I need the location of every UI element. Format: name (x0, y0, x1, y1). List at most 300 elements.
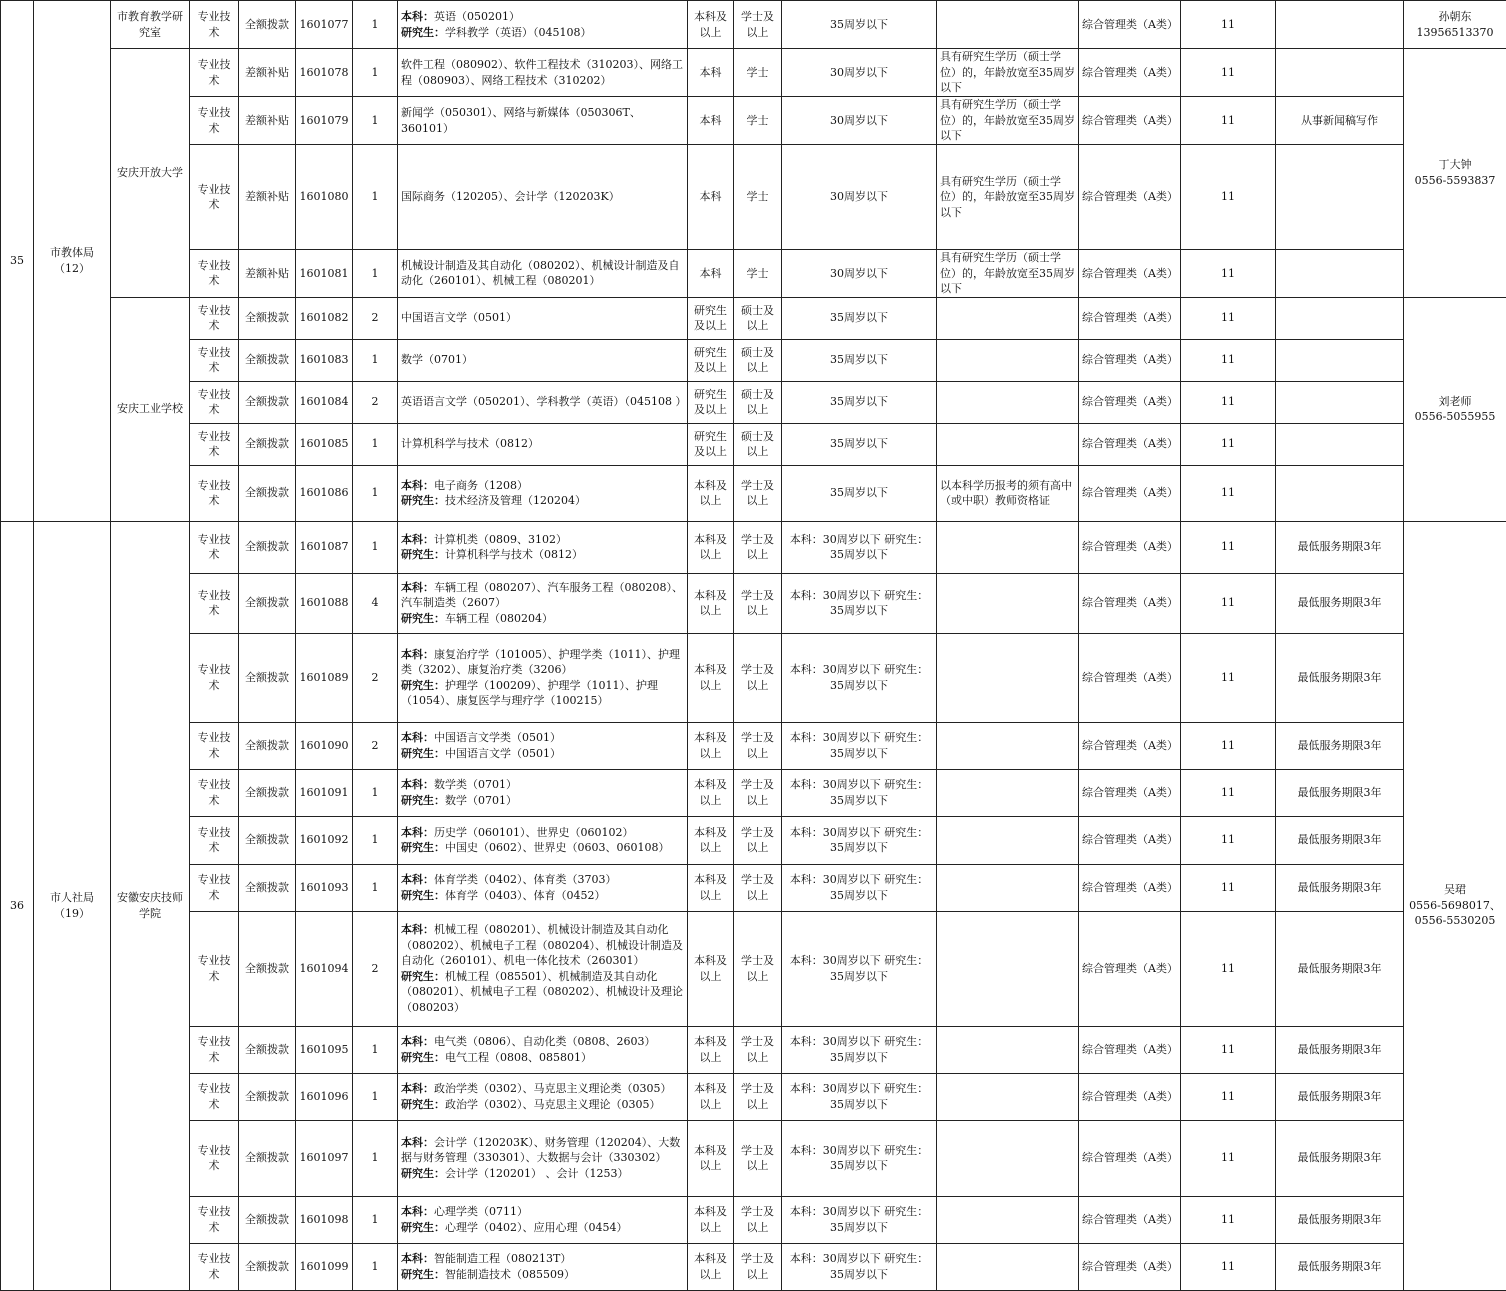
table-row (1, 381, 1506, 423)
other-conditions (937, 423, 1079, 465)
funding-type: 全额拨款 (239, 722, 296, 769)
remarks: 最低服务期限3年 (1276, 816, 1404, 864)
education-requirement: 本科及以上 (688, 633, 734, 722)
major-line (401, 793, 684, 809)
hire-count: 1 (353, 339, 398, 381)
remarks (1276, 49, 1404, 97)
major-requirement (398, 465, 688, 521)
funding-type: 全额拨款 (239, 297, 296, 339)
major-requirement (398, 816, 688, 864)
degree-requirement: 硕士及以上 (734, 423, 782, 465)
post-code: 1601087 (296, 521, 353, 573)
major-requirement (398, 97, 688, 145)
age-requirement: 本科：30周岁以下 研究生：35周岁以下 (782, 1196, 937, 1243)
major-label: 研究生： (401, 747, 445, 760)
table-row (1, 1073, 1506, 1120)
post-code: 1601096 (296, 1073, 353, 1120)
major-line (401, 25, 684, 41)
age-requirement: 35周岁以下 (782, 381, 937, 423)
post-type: 专业技术 (190, 769, 239, 816)
hire-count: 1 (353, 423, 398, 465)
other-conditions: 具有研究生学历（硕士学位）的，年龄放宽至35周岁以下 (937, 250, 1079, 298)
funding-type: 全额拨款 (239, 423, 296, 465)
remarks (1276, 423, 1404, 465)
age-requirement: 30周岁以下 (782, 250, 937, 298)
degree-requirement: 学士及以上 (734, 1026, 782, 1073)
major-requirement (398, 1196, 688, 1243)
contact-info (1404, 521, 1506, 1290)
major-label: 本科： (401, 533, 434, 546)
major-text: 学科教学（英语）（045108） (445, 26, 592, 39)
major-label: 本科： (401, 10, 434, 23)
major-line (401, 493, 684, 509)
funding-type: 全额拨款 (239, 769, 296, 816)
other-conditions: 具有研究生学历（硕士学位）的，年龄放宽至35周岁以下 (937, 145, 1079, 250)
post-code: 1601093 (296, 864, 353, 911)
major-text: 中国语言文学（0501） (401, 311, 517, 324)
exam-category: 综合管理类（A类） (1079, 911, 1181, 1026)
table-row (1, 864, 1506, 911)
major-text: 车辆工程（080207）、汽车服务工程（080208）、汽车制造类（2607） (401, 581, 683, 610)
education-requirement: 本科及以上 (688, 1026, 734, 1073)
exam-category: 综合管理类（A类） (1079, 339, 1181, 381)
hire-count: 1 (353, 1196, 398, 1243)
category-code: 11 (1181, 1073, 1276, 1120)
major-label: 研究生： (401, 1221, 445, 1234)
degree-requirement: 学士及以上 (734, 573, 782, 633)
major-text: 历史学（060101）、世界史（060102） (434, 826, 633, 839)
degree-requirement: 学士及以上 (734, 769, 782, 816)
table-row (1, 722, 1506, 769)
table-row (1, 816, 1506, 864)
remarks: 最低服务期限3年 (1276, 1073, 1404, 1120)
category-code: 11 (1181, 97, 1276, 145)
degree-requirement: 硕士及以上 (734, 381, 782, 423)
degree-requirement: 学士 (734, 145, 782, 250)
exam-category: 综合管理类（A类） (1079, 97, 1181, 145)
post-code: 1601078 (296, 49, 353, 97)
contact-phone: 13956513370 (1407, 25, 1503, 41)
major-line (401, 647, 684, 678)
category-code: 11 (1181, 722, 1276, 769)
funding-type: 差额补贴 (239, 97, 296, 145)
table-row (1, 769, 1506, 816)
post-code: 1601085 (296, 423, 353, 465)
seq-number: 35 (1, 1, 34, 522)
table-row (1, 423, 1506, 465)
degree-requirement: 学士及以上 (734, 1073, 782, 1120)
table-row (1, 1196, 1506, 1243)
major-label: 本科： (401, 648, 434, 661)
department-name: 市教体局（12） (34, 1, 111, 522)
other-conditions: 具有研究生学历（硕士学位）的，年龄放宽至35周岁以下 (937, 97, 1079, 145)
post-type: 专业技术 (190, 49, 239, 97)
category-code: 11 (1181, 911, 1276, 1026)
degree-requirement: 学士及以上 (734, 816, 782, 864)
major-text: 数学（0701） (401, 353, 473, 366)
remarks (1276, 465, 1404, 521)
category-code: 11 (1181, 49, 1276, 97)
hire-count: 2 (353, 633, 398, 722)
age-requirement: 本科：30周岁以下 研究生：35周岁以下 (782, 769, 937, 816)
other-conditions (937, 1196, 1079, 1243)
funding-type: 全额拨款 (239, 381, 296, 423)
major-text: 电子商务（1208） (434, 479, 528, 492)
contact-info (1404, 1, 1506, 49)
major-line (401, 258, 684, 289)
age-requirement: 本科：30周岁以下 研究生：35周岁以下 (782, 1243, 937, 1290)
major-text: 会计学（120201） 、会计（1253） (445, 1167, 628, 1180)
hire-count: 1 (353, 1120, 398, 1196)
exam-category: 综合管理类（A类） (1079, 49, 1181, 97)
contact-name: 吴珺 (1407, 882, 1503, 898)
remarks (1276, 250, 1404, 298)
major-label: 研究生： (401, 1167, 445, 1180)
remarks: 最低服务期限3年 (1276, 864, 1404, 911)
category-code: 11 (1181, 816, 1276, 864)
major-label: 本科： (401, 923, 434, 936)
category-code: 11 (1181, 423, 1276, 465)
table-row (1, 465, 1506, 521)
age-requirement: 35周岁以下 (782, 1, 937, 49)
major-label: 研究生： (401, 494, 445, 507)
major-text: 机械工程（085501）、机械制造及其自动化（080201）、机械电子工程（080202）、机械设计及理论（080203） (401, 970, 683, 1014)
post-code: 1601099 (296, 1243, 353, 1290)
post-type: 专业技术 (190, 864, 239, 911)
post-type: 专业技术 (190, 816, 239, 864)
age-requirement: 本科：30周岁以下 研究生：35周岁以下 (782, 911, 937, 1026)
major-text: 数学（0701） (445, 794, 517, 807)
major-text: 软件工程（080902）、软件工程技术（310203）、网络工程（080903）、网络工程技术（310202） (401, 58, 683, 87)
age-requirement: 本科：30周岁以下 研究生：35周岁以下 (782, 633, 937, 722)
post-code: 1601089 (296, 633, 353, 722)
table-row (1, 573, 1506, 633)
major-text: 政治学类（0302）、马克思主义理论类（0305） (434, 1082, 672, 1095)
hire-count: 2 (353, 381, 398, 423)
major-line (401, 1267, 684, 1283)
category-code: 11 (1181, 1243, 1276, 1290)
funding-type: 全额拨款 (239, 573, 296, 633)
funding-type: 全额拨款 (239, 1120, 296, 1196)
other-conditions (937, 911, 1079, 1026)
remarks: 最低服务期限3年 (1276, 1243, 1404, 1290)
age-requirement: 35周岁以下 (782, 339, 937, 381)
table-row (1, 297, 1506, 339)
table-row (1, 145, 1506, 250)
major-text: 车辆工程（080204） (445, 612, 553, 625)
major-text: 会计学（120203K）、财务管理（120204）、大数据与财务管理（330301）、大数据与会计（330302） (401, 1136, 680, 1165)
other-conditions: 以本科学历报考的须有高中（或中职）教师资格证 (937, 465, 1079, 521)
category-code: 11 (1181, 1120, 1276, 1196)
post-code: 1601098 (296, 1196, 353, 1243)
major-label: 研究生： (401, 679, 445, 692)
post-code: 1601088 (296, 573, 353, 633)
other-conditions (937, 1120, 1079, 1196)
post-code: 1601083 (296, 339, 353, 381)
major-label: 研究生： (401, 794, 445, 807)
exam-category: 综合管理类（A类） (1079, 423, 1181, 465)
post-code: 1601080 (296, 145, 353, 250)
major-label: 本科： (401, 1205, 434, 1218)
contact-info (1404, 297, 1506, 521)
degree-requirement: 硕士及以上 (734, 297, 782, 339)
degree-requirement: 学士及以上 (734, 864, 782, 911)
education-requirement: 本科及以上 (688, 1, 734, 49)
age-requirement: 35周岁以下 (782, 423, 937, 465)
major-text: 中国史（0602）、世界史（0603、060108） (445, 841, 669, 854)
hire-count: 1 (353, 864, 398, 911)
degree-requirement: 硕士及以上 (734, 339, 782, 381)
exam-category: 综合管理类（A类） (1079, 1, 1181, 49)
major-requirement (398, 250, 688, 298)
major-text: 英语（050201） (434, 10, 520, 23)
exam-category: 综合管理类（A类） (1079, 1073, 1181, 1120)
major-line (401, 1251, 684, 1267)
hire-count: 1 (353, 816, 398, 864)
age-requirement: 本科：30周岁以下 研究生：35周岁以下 (782, 521, 937, 573)
major-line (401, 580, 684, 611)
major-line (401, 678, 684, 709)
funding-type: 全额拨款 (239, 1026, 296, 1073)
major-label: 研究生： (401, 970, 445, 983)
other-conditions (937, 633, 1079, 722)
post-type: 专业技术 (190, 97, 239, 145)
hire-count: 1 (353, 145, 398, 250)
major-line (401, 922, 684, 969)
degree-requirement: 学士及以上 (734, 1, 782, 49)
major-label: 本科： (401, 581, 434, 594)
category-code: 11 (1181, 1026, 1276, 1073)
major-line (401, 1050, 684, 1066)
contact-phone: 0556-5055955 (1407, 409, 1503, 425)
degree-requirement: 学士及以上 (734, 1120, 782, 1196)
funding-type: 全额拨款 (239, 633, 296, 722)
major-text: 体育学（0403）、体育（0452） (445, 889, 606, 902)
post-code: 1601094 (296, 911, 353, 1026)
post-type: 专业技术 (190, 911, 239, 1026)
major-label: 本科： (401, 1082, 434, 1095)
category-code: 11 (1181, 381, 1276, 423)
contact-phone: 0556-5593837 (1407, 173, 1503, 189)
exam-category: 综合管理类（A类） (1079, 722, 1181, 769)
major-label: 本科： (401, 1136, 434, 1149)
major-requirement (398, 769, 688, 816)
major-label: 研究生： (401, 26, 445, 39)
post-code: 1601082 (296, 297, 353, 339)
remarks (1276, 381, 1404, 423)
major-line (401, 105, 684, 136)
table-row (1, 250, 1506, 298)
funding-type: 差额补贴 (239, 250, 296, 298)
major-label: 本科： (401, 826, 434, 839)
major-label: 研究生： (401, 612, 445, 625)
major-label: 研究生： (401, 889, 445, 902)
major-line (401, 746, 684, 762)
exam-category: 综合管理类（A类） (1079, 864, 1181, 911)
major-label: 研究生： (401, 1098, 445, 1111)
major-line (401, 611, 684, 627)
age-requirement: 本科：30周岁以下 研究生：35周岁以下 (782, 1073, 937, 1120)
other-conditions (937, 769, 1079, 816)
post-code: 1601084 (296, 381, 353, 423)
hire-count: 2 (353, 722, 398, 769)
age-requirement: 本科：30周岁以下 研究生：35周岁以下 (782, 816, 937, 864)
major-text: 康复治疗学（101005）、护理学类（1011）、护理类（3202）、康复治疗类（3206） (401, 648, 680, 677)
remarks: 最低服务期限3年 (1276, 769, 1404, 816)
post-type: 专业技术 (190, 573, 239, 633)
post-code: 1601095 (296, 1026, 353, 1073)
funding-type: 全额拨款 (239, 465, 296, 521)
remarks (1276, 339, 1404, 381)
hire-count: 1 (353, 769, 398, 816)
post-code: 1601077 (296, 1, 353, 49)
major-text: 护理学（100209）、护理学（1011）、护理（1054）、康复医学与理疗学（100215） (401, 679, 658, 708)
remarks: 最低服务期限3年 (1276, 1196, 1404, 1243)
major-line (401, 1034, 684, 1050)
funding-type: 全额拨款 (239, 1, 296, 49)
exam-category: 综合管理类（A类） (1079, 1120, 1181, 1196)
education-requirement: 本科 (688, 97, 734, 145)
major-requirement (398, 1120, 688, 1196)
major-label: 研究生： (401, 841, 445, 854)
unit-name: 市教育教学研究室 (111, 1, 190, 49)
major-requirement (398, 1, 688, 49)
major-label: 本科： (401, 778, 434, 791)
major-line (401, 888, 684, 904)
major-line (401, 1135, 684, 1166)
hire-count: 1 (353, 465, 398, 521)
major-requirement (398, 1026, 688, 1073)
seq-number: 36 (1, 521, 34, 1290)
table-row (1, 911, 1506, 1026)
post-code: 1601091 (296, 769, 353, 816)
major-text: 英语语言文学（050201）、学科教学（英语）（045108 ） (401, 395, 686, 408)
other-conditions (937, 339, 1079, 381)
education-requirement: 本科及以上 (688, 816, 734, 864)
table-row (1, 97, 1506, 145)
major-line (401, 352, 684, 368)
major-line (401, 1204, 684, 1220)
major-text: 机械工程（080201）、机械设计制造及其自动化（080202）、机械电子工程（080204）、机械设计制造及自动化（260101）、机电一体化技术（260301） (401, 923, 683, 967)
major-requirement (398, 297, 688, 339)
exam-category: 综合管理类（A类） (1079, 381, 1181, 423)
table-row (1, 339, 1506, 381)
funding-type: 全额拨款 (239, 1073, 296, 1120)
post-code: 1601097 (296, 1120, 353, 1196)
major-requirement (398, 633, 688, 722)
hire-count: 1 (353, 97, 398, 145)
major-line (401, 825, 684, 841)
education-requirement: 本科及以上 (688, 573, 734, 633)
funding-type: 全额拨款 (239, 1243, 296, 1290)
major-label: 本科： (401, 1252, 434, 1265)
post-type: 专业技术 (190, 465, 239, 521)
remarks: 最低服务期限3年 (1276, 573, 1404, 633)
major-line (401, 1081, 684, 1097)
contact-phone: 0556-5698017、0556-5530205 (1407, 898, 1503, 929)
major-label: 本科： (401, 479, 434, 492)
major-requirement (398, 381, 688, 423)
major-line (401, 436, 684, 452)
education-requirement: 研究生及以上 (688, 339, 734, 381)
major-requirement (398, 1073, 688, 1120)
remarks: 最低服务期限3年 (1276, 1120, 1404, 1196)
funding-type: 全额拨款 (239, 1196, 296, 1243)
contact-info (1404, 49, 1506, 298)
major-label: 研究生： (401, 1051, 445, 1064)
table-row (1, 633, 1506, 722)
education-requirement: 本科 (688, 145, 734, 250)
hire-count: 1 (353, 250, 398, 298)
age-requirement: 30周岁以下 (782, 97, 937, 145)
other-conditions (937, 1026, 1079, 1073)
age-requirement: 本科：30周岁以下 研究生：35周岁以下 (782, 1026, 937, 1073)
category-code: 11 (1181, 521, 1276, 573)
exam-category: 综合管理类（A类） (1079, 816, 1181, 864)
hire-count: 1 (353, 49, 398, 97)
major-text: 心理学类（0711） (434, 1205, 528, 1218)
exam-category: 综合管理类（A类） (1079, 769, 1181, 816)
age-requirement: 35周岁以下 (782, 297, 937, 339)
funding-type: 全额拨款 (239, 864, 296, 911)
age-requirement: 本科：30周岁以下 研究生：35周岁以下 (782, 722, 937, 769)
hire-count: 2 (353, 297, 398, 339)
remarks: 最低服务期限3年 (1276, 521, 1404, 573)
major-line (401, 969, 684, 1016)
major-label: 研究生： (401, 548, 445, 561)
funding-type: 全额拨款 (239, 816, 296, 864)
table-row (1, 521, 1506, 573)
major-label: 本科： (401, 731, 434, 744)
major-line (401, 1220, 684, 1236)
education-requirement: 本科及以上 (688, 911, 734, 1026)
hire-count: 1 (353, 521, 398, 573)
degree-requirement: 学士 (734, 97, 782, 145)
degree-requirement: 学士及以上 (734, 521, 782, 573)
major-line (401, 532, 684, 548)
education-requirement: 本科及以上 (688, 864, 734, 911)
major-requirement (398, 722, 688, 769)
exam-category: 综合管理类（A类） (1079, 1196, 1181, 1243)
remarks: 最低服务期限3年 (1276, 633, 1404, 722)
major-text: 中国语言文学（0501） (445, 747, 561, 760)
category-code: 11 (1181, 250, 1276, 298)
major-requirement (398, 864, 688, 911)
unit-name: 安庆工业学校 (111, 297, 190, 521)
major-line (401, 394, 684, 410)
post-type: 专业技术 (190, 1073, 239, 1120)
major-label: 本科： (401, 873, 434, 886)
other-conditions (937, 722, 1079, 769)
post-type: 专业技术 (190, 722, 239, 769)
major-line (401, 189, 684, 205)
education-requirement: 研究生及以上 (688, 297, 734, 339)
post-type: 专业技术 (190, 1, 239, 49)
major-requirement (398, 911, 688, 1026)
funding-type: 全额拨款 (239, 521, 296, 573)
exam-category: 综合管理类（A类） (1079, 633, 1181, 722)
post-type: 专业技术 (190, 250, 239, 298)
hire-count: 1 (353, 1, 398, 49)
education-requirement: 本科及以上 (688, 521, 734, 573)
exam-category: 综合管理类（A类） (1079, 1243, 1181, 1290)
post-type: 专业技术 (190, 1026, 239, 1073)
major-text: 电气类（0806）、自动化类（0808、2603） (434, 1035, 655, 1048)
other-conditions (937, 573, 1079, 633)
exam-category: 综合管理类（A类） (1079, 465, 1181, 521)
category-code: 11 (1181, 573, 1276, 633)
education-requirement: 本科 (688, 250, 734, 298)
